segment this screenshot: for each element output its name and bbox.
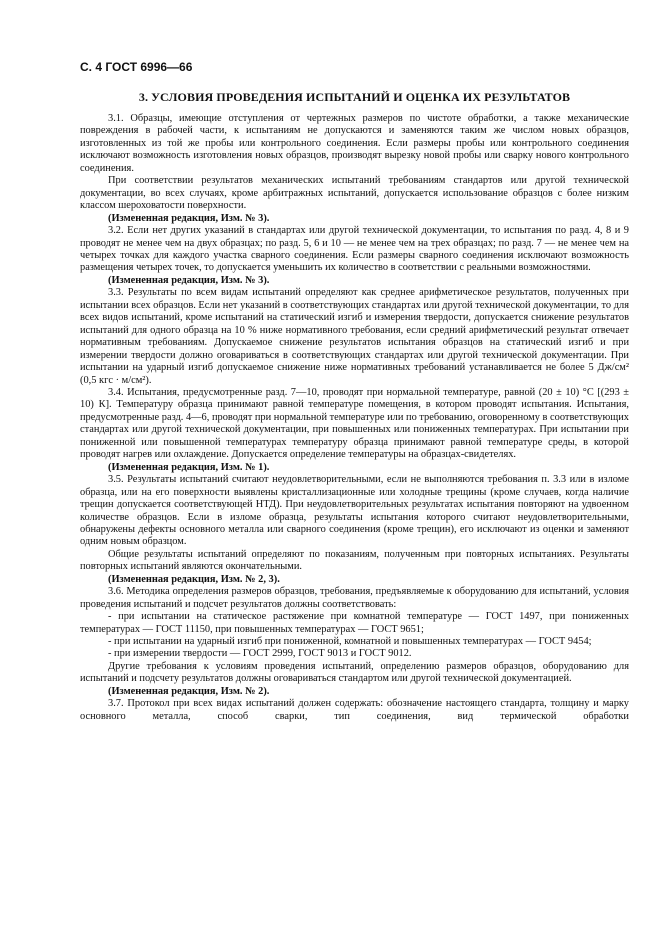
paragraph-3-1: 3.1. Образцы, имеющие отступления от чертежных размеров по чистоте обработки, а также механические повреждения в рабочей части, к испытаниям не допускаются и заменяются таким же числом новых образцов, изготовленных из той же пробы или контрольного соединения. Если размеры пробы или контрольного соединения исключают возможность изготовления новых образцов, производят вырезку новой пробы или сварку нового контрольного соединения.	[80, 113, 629, 174]
revision-note: (Измененная редакция, Изм. № 1).	[108, 461, 270, 473]
revision-note: (Измененная редакция, Изм. № 3).	[108, 274, 270, 286]
paragraph: Общие результаты испытаний определяют по показаниям, полученным при повторных испытаниях. Результаты повторных испытаний являются окончательными.	[80, 548, 629, 573]
list-item: - при измерении твердости — ГОСТ 2999, ГОСТ 9013 и ГОСТ 9012.	[108, 648, 412, 660]
list-item: - при испытании на ударный изгиб при пониженной, комнатной и повышенных температурах — ГОСТ 9454;	[108, 636, 592, 648]
list-item: - при испытании на статическое растяжение при комнатной температуре — ГОСТ 1497, при пониженных температурах — ГОСТ 11150, при повышенных температурах — ГОСТ 9651;	[80, 611, 629, 635]
paragraph: При соответствии результатов механических испытаний требованиям стандартов или другой технической документации, во всех случаях, кроме арбитражных испытаний, допускается использование образцов с более низким классом шероховатости поверхности.	[80, 175, 629, 212]
paragraph: Другие требования к условиям проведения испытаний, определению размеров образцов, оборудованию для испытаний и подсчету результатов должны оговариваться стандартом или другой технической документацией.	[80, 660, 629, 685]
paragraph-3-7: 3.7. Протокол при всех видах испытаний должен содержать: обозначение настоящего стандарта, толщину и марку основного металла, способ сварки, тип соединения, вид термической обработки	[80, 698, 629, 722]
paragraph-3-4: 3.4. Испытания, предусмотренные разд. 7—10, проводят при нормальной температуре, равной (20 ± 10) °С [(293 ± 10) К]. Температуру образца принимают равной температуре помещения, в котором проводят испытания. Испытания, предусмотренные разд. 4—6, проводят при нормальной температуре или по требованию, оговоренному в соответствующих стандартах или другой технической документации, при повышенных или пониженных температурах. При испытании при пониженной или повышенной температурах температуру образца принимают равной температуре среды, в которой проводят нагрев или охлаждение. Допускается определение температуры на образцах-свидетелях.	[80, 386, 629, 461]
page-header: С. 4 ГОСТ 6996—66	[80, 60, 193, 74]
paragraph-3-2: 3.2. Если нет других указаний в стандартах или другой технической документации, то испытания по разд. 4, 8 и 9 проводят не менее чем на двух образцах; по разд. 5, 6 и 10 — не менее чем на трех образцах; по разд. 7 — не менее чем на четырех точках для каждого участка сварного соединения. Если размеры сварного соединения исключают возможность размещения четырех точек, то допускается уменьшить их количество в соответствии с реальными возможностями.	[80, 225, 629, 274]
revision-note: (Измененная редакция, Изм. № 2).	[108, 685, 270, 697]
paragraph-3-5: 3.5. Результаты испытаний считают неудовлетворительными, если не выполняются требования п. 3.3 или в изломе образца, или на его поверхности выявлены кристаллизационные или холодные трещины (кроме случаев, когда наличие трещин допускается соответствующей НТД). При неудовлетворительных результатах испытания повторяют на удвоенном количестве образцов. Если в изломе образца, результаты испытания которого считают неудовлетворительными, обнаружены дефекты основного металла или сварного соединения (кроме трещин), его исключают из оценки и заменяют одним новым образцом.	[80, 474, 629, 548]
paragraph-3-6: 3.6. Методика определения размеров образцов, требования, предъявляемые к оборудованию для испытаний, условия проведения испытаний и подсчет результатов должны соответствовать:	[80, 586, 629, 610]
section-title: 3. УСЛОВИЯ ПРОВЕДЕНИЯ ИСПЫТАНИЙ И ОЦЕНКА ИХ РЕЗУЛЬТАТОВ	[138, 90, 571, 104]
paragraph-3-3: 3.3. Результаты по всем видам испытаний определяют как среднее арифметическое результатов, полученных при испытании всех образцов. Если нет указаний в соответствующих стандартах или другой технической документации, то для всех видов испытаний, кроме испытаний на статический изгиб и измерения твердости, допускается снижение результатов испытаний для одного образца на 10 % ниже нормативного требования, если средний арифметический результат отвечает нормативным требованиям. Допускаемое снижение результатов испытания образцов на статический изгиб и при измерении твердости должно оговариваться в соответствующих стандартах или другой технической документации. При испытании на ударный изгиб допускаемое снижение ниже нормативных требований устанавливается не более 5 Дж/см² (0,5 кгс · м/см²).	[80, 287, 629, 386]
revision-note: (Измененная редакция, Изм. № 3).	[108, 212, 270, 224]
revision-note: (Измененная редакция, Изм. № 2, 3).	[108, 573, 280, 585]
